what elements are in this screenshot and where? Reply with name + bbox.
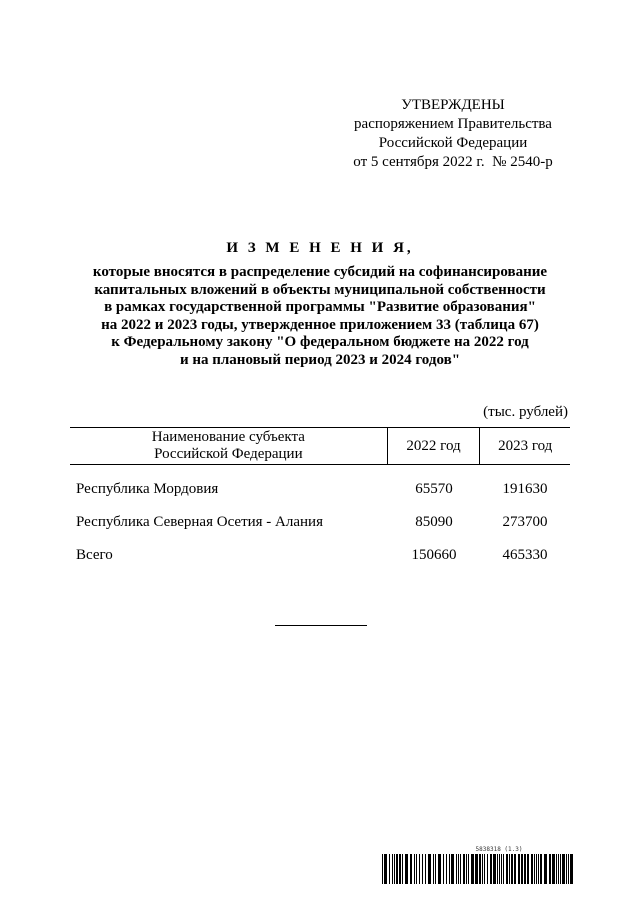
- total-2022: 150660: [411, 547, 457, 563]
- header-region-line2: Российской Федерации: [154, 446, 303, 462]
- units-label: (тыс. рублей): [483, 404, 568, 420]
- approval-government: Российской Федерации: [378, 135, 528, 151]
- header-year-2022: 2022 год: [387, 428, 480, 464]
- subtitle-line: в рамках государственной программы "Развитие образования": [104, 299, 536, 315]
- value-2023: 273700: [502, 514, 548, 530]
- document-subtitle: [60, 264, 580, 369]
- table-row: [70, 547, 570, 580]
- region-name: Республика Северная Осетия - Алания: [76, 514, 323, 530]
- approval-block: [330, 96, 576, 172]
- closing-divider: [275, 625, 367, 626]
- value-2022: 85090: [415, 514, 453, 530]
- table-row: [70, 481, 570, 514]
- table-row: [70, 514, 570, 547]
- header-year-2023: 2023 год: [479, 428, 570, 464]
- subtitle-line: на 2022 и 2023 годы, утвержденное приложением 33 (таблица 67): [101, 316, 539, 333]
- value-2023: 191630: [502, 481, 548, 497]
- approval-heading: УТВЕРЖДЕНЫ: [401, 97, 505, 113]
- value-2022: 65570: [415, 481, 453, 497]
- header-region-line1: Наименование субъекта: [151, 429, 305, 445]
- region-name: Республика Мордовия: [76, 481, 219, 497]
- subtitle-line: и на плановый период 2023 и 2024 годов": [179, 351, 461, 368]
- barcode-block: [382, 846, 576, 884]
- subtitle-line: капитальных вложений в объекты муниципальной собственности: [94, 281, 546, 298]
- subtitle-line: которые вносятся в распределение субсидий на софинансирование: [92, 264, 548, 280]
- document-title: И З М Е Н Е Н И Я,: [226, 240, 414, 256]
- approval-authority: распоряжением Правительства: [354, 116, 552, 132]
- table-body: [70, 481, 570, 580]
- total-label: Всего: [76, 547, 113, 563]
- approval-date-number: от 5 сентября 2022 г. № 2540-р: [353, 154, 553, 170]
- subtitle-line: к Федеральному закону "О федеральном бюджете на 2022 год: [111, 334, 529, 350]
- table-header: [70, 427, 570, 465]
- barcode-number: 5838318 (1.3): [475, 846, 523, 853]
- subsidy-table: [70, 427, 570, 580]
- total-2023: 465330: [502, 547, 548, 563]
- barcode-image: [382, 854, 576, 884]
- header-region-name: [70, 428, 387, 464]
